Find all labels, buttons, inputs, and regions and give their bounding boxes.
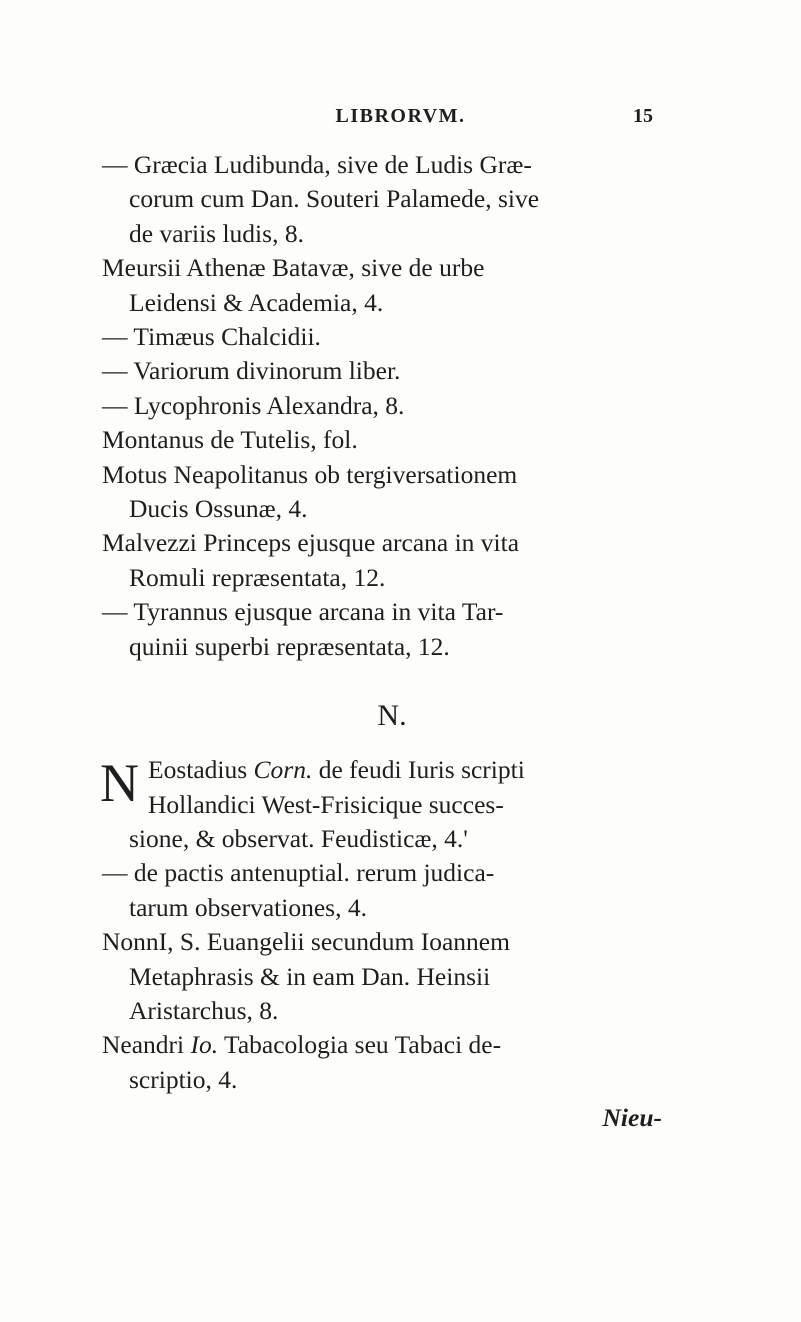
entry-line: — Lycophronis Alexandra, 8. <box>102 390 405 420</box>
entry-line: quinii superbi repræsentata, 12. <box>129 631 450 661</box>
entry-line: sione, & observat. Feudisticæ, 4.' <box>129 823 468 853</box>
entry-line: NonnI, S. Euangelii secundum Ioannem <box>102 927 510 957</box>
entry-line <box>102 753 662 787</box>
entry-line: Montanus de Tutelis, fol. <box>102 425 358 455</box>
running-head <box>0 105 801 135</box>
drop-cap: N <box>100 753 139 814</box>
entry-text: Neandri <box>102 1030 191 1060</box>
entry-line: Motus Neapolitanus ob tergiversationem <box>102 459 518 489</box>
entry-italic: Corn. <box>253 755 313 785</box>
entry-line: — Variorum divinorum liber. <box>102 356 401 386</box>
entry-line: Malvezzi Princeps ejusque arcana in vita <box>102 528 520 558</box>
entry-line <box>102 1028 662 1062</box>
running-head-title: LIBRORVM. <box>335 105 466 127</box>
section-heading: N. <box>377 699 407 733</box>
first-entry-with-dropcap <box>102 753 662 822</box>
entry-line: Hollandici West-Frisicique succes- <box>148 789 504 819</box>
entry-line: — Græcia Ludibunda, sive de Ludis Græ- <box>102 150 532 179</box>
entry-line: — Tyrannus ejusque arcana in vita Tar- <box>102 597 504 627</box>
entry-line: de variis ludis, 8. <box>129 218 304 248</box>
catchword: Nieu- <box>602 1103 662 1133</box>
entry-line: Ducis Ossunæ, 4. <box>129 494 308 524</box>
entry-line: Romuli repræsentata, 12. <box>129 562 386 592</box>
entry-line: Aristarchus, 8. <box>129 995 279 1025</box>
entry-line: Metaphrasis & in eam Dan. Heinsii <box>129 961 491 991</box>
entry-line: Meursii Athenæ Batavæ, sive de urbe <box>102 253 485 283</box>
entry-line: tarum observationes, 4. <box>129 892 367 922</box>
entry-line: — Timæus Chalcidii. <box>102 322 321 352</box>
entry-line: scriptio, 4. <box>129 1064 238 1094</box>
entry-line: Leidensi & Academia, 4. <box>129 287 384 317</box>
entry-italic: Io. <box>190 1030 219 1060</box>
entry-text: Eostadius <box>148 755 254 785</box>
entry-line: corum cum Dan. Souteri Palamede, sive <box>129 184 540 214</box>
page-number: 15 <box>633 105 653 127</box>
catalogue-entries <box>102 148 662 1136</box>
entry-text: de feudi Iuris scripti <box>312 755 525 785</box>
entry-text: Tabacologia seu Tabaci de- <box>218 1030 502 1060</box>
entry-line: — de pactis antenuptial. rerum judica- <box>102 858 495 888</box>
